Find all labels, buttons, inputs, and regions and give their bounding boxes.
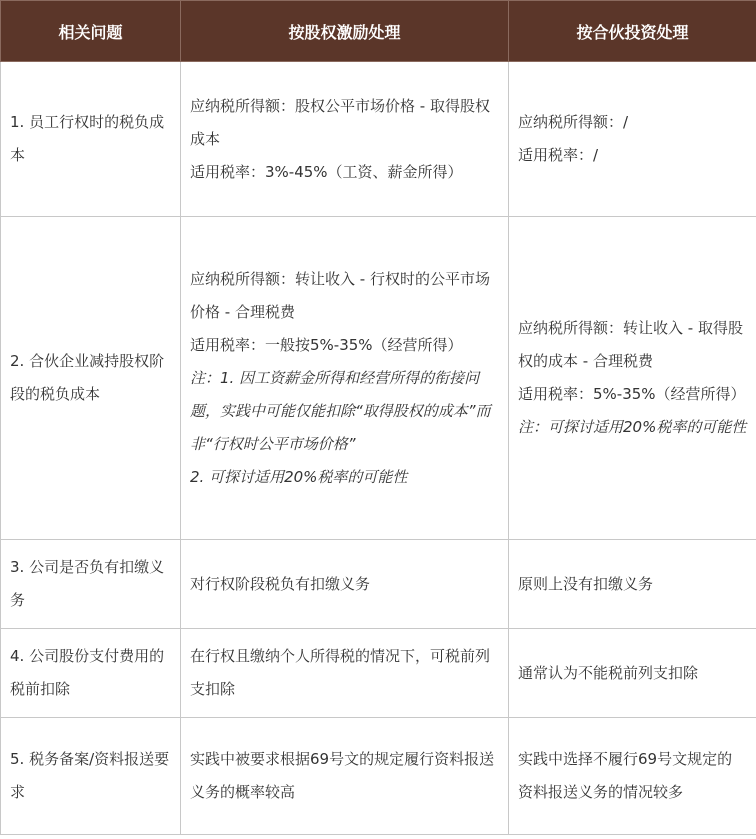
partnership-cell: 实践中选择不履行69号文规定的资料报送义务的情况较多 [509,718,756,835]
partnership-taxable-income: 应纳税所得额：/ [518,113,629,131]
equity-tax-rate: 适用税率：一般按5%-35%（经营所得） [190,335,463,354]
partnership-cell: 原则上没有扣缴义务 [509,540,756,629]
table-row [1,540,756,629]
table-header-row [1,1,756,62]
header-issue: 相关问题 [1,1,181,62]
partnership-note: 注：可探讨适用20%税率的可能性 [518,418,747,436]
table-row [1,718,756,835]
equity-note-1: 注：1. 因工资薪金所得和经营所得的衔接问题，实践中可能仅能扣除“取得股权的成本”而非“行权时公平市场价格” [190,368,491,453]
table-row [1,217,756,540]
partnership-cell [509,217,756,540]
row-issue: 2. 合伙企业减持股权阶段的税负成本 [1,217,181,540]
equity-note-2: 2. 可探讨适用20%税率的可能性 [190,467,408,486]
equity-cell: 对行权阶段税负有扣缴义务 [181,540,509,629]
partnership-tax-rate: 适用税率：5%-35%（经营所得） [518,385,746,403]
equity-tax-rate: 适用税率：3%-45%（工资、薪金所得） [190,162,463,181]
partnership-cell [509,62,756,217]
equity-cell [181,217,509,540]
partnership-taxable-income: 应纳税所得额：转让收入 - 取得股权的成本 - 合理税费 [518,319,743,370]
equity-taxable-income: 应纳税所得额：转让收入 - 行权时的公平市场价格 - 合理税费 [190,269,490,321]
row-issue: 1. 员工行权时的税负成本 [1,62,181,217]
equity-taxable-income: 应纳税所得额：股权公平市场价格 - 取得股权成本 [190,96,490,148]
table-row [1,629,756,718]
partnership-tax-rate: 适用税率：/ [518,146,599,164]
header-partnership-investment: 按合伙投资处理 [509,1,756,62]
equity-cell: 实践中被要求根据69号文的规定履行资料报送义务的概率较高 [181,718,509,835]
table-row [1,62,756,217]
equity-cell: 在行权且缴纳个人所得税的情况下，可税前列支扣除 [181,629,509,718]
partnership-cell: 通常认为不能税前列支扣除 [509,629,756,718]
equity-cell [181,62,509,217]
row-issue: 5. 税务备案/资料报送要求 [1,718,181,835]
row-issue: 3. 公司是否负有扣缴义务 [1,540,181,629]
header-equity-incentive: 按股权激励处理 [181,1,509,62]
row-issue: 4. 公司股份支付费用的税前扣除 [1,629,181,718]
